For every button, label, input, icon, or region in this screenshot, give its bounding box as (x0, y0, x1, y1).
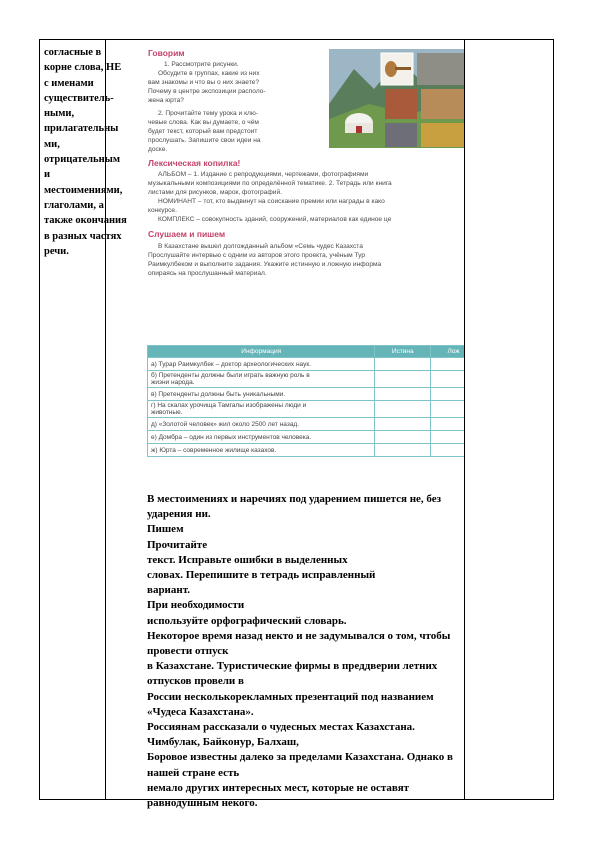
left-line: также окончания (44, 215, 127, 227)
left-line: ми, (44, 138, 60, 150)
speaking-line: доске. (148, 146, 168, 153)
table-row (148, 401, 465, 418)
speaking-line: 2. Прочитайте тему урока и клю- (158, 110, 259, 117)
left-line: с именами (44, 77, 94, 89)
table-row (148, 371, 465, 388)
table-cell: е) Домбра – один из первых инструментов человека. (148, 431, 375, 444)
speaking-heading: Говорим (148, 48, 185, 58)
text-line: в Казахстане. Туристические фирмы в преддверии летних (147, 660, 438, 673)
speaking-line: прослушать. Запишите свои идеи на (148, 137, 261, 144)
text-line: Прочитайте (147, 538, 208, 551)
text-line: В местоимениях и наречиях под ударением пишется не, без (147, 493, 442, 505)
table-cell: г) На скалах урочища Тамгалы изображены люди и животные. (148, 401, 375, 418)
table-row (148, 388, 465, 401)
left-line: согласные в (44, 47, 102, 58)
vocabulary-line: АЛЬБОМ – 1. Издание с репродукциями, чертежами, фотографиями (158, 171, 369, 178)
text-line: Россиянам рассказали о чудесных местах Казахстана. (147, 721, 415, 734)
true-false-table (147, 345, 464, 457)
speaking-line: жена юрта? (148, 97, 184, 104)
table-cell: б) Претенденты должны были играть важную роль в жизни народа. (148, 371, 375, 388)
left-line: существитель- (44, 92, 114, 104)
vocabulary-heading: Лексическая копилка! (148, 158, 241, 168)
text-line: провести отпуск (147, 645, 229, 658)
text-line: отпусков провели в (147, 675, 244, 688)
vocabulary-line: листами для рисунков, марок, фотографий. (148, 189, 282, 196)
text-line: Чимбулак, Байконур, Балхаш, (147, 736, 299, 749)
speaking-line: будет текст, который вам предстоит (148, 128, 258, 135)
text-line: При необходимости (147, 599, 245, 612)
listening-line: Прослушайте интервью с одним из авторов этого проекта, учёным Тур (148, 252, 366, 259)
table-header-info: Информация (148, 346, 375, 358)
table-header-false: Лож (431, 346, 464, 358)
vocabulary-line: НОМИНАНТ – тот, кто выдвинут на соискание премии или награды в како (158, 198, 385, 205)
speaking-line: вам знакомы и что вы о них знаете? (148, 79, 260, 86)
table-cell: а) Турар Раимкулбек – доктор археологических наук. (148, 358, 375, 371)
left-line: и (44, 169, 51, 181)
bottom-text (147, 492, 467, 811)
textbook-page-image (146, 46, 464, 499)
listening-heading: Слушаем и пишем (148, 229, 226, 239)
text-line: нашей стране есть (147, 766, 240, 779)
speaking-line: Обсудите в группах, какие из них (158, 70, 260, 77)
text-line: равнодушным некого. (147, 797, 258, 810)
text-line: словах. Перепишите в тетрадь исправленный (147, 569, 376, 582)
left-line: корне слова, НЕ (44, 62, 122, 74)
text-line: вариант. (147, 584, 191, 597)
vocabulary-line: музыкальными композициями по определённой тематике. 2. Тетрадь или книга (148, 180, 392, 187)
text-line: «Чудеса Казахстана». (147, 705, 254, 718)
left-line: речи. (44, 245, 69, 257)
table-cell: ж) Юрта – современное жилище казахов. (148, 444, 375, 457)
text-line: Пишем (147, 523, 184, 536)
text-line: Некоторое время назад некто и не задумывался о том, чтобы (147, 629, 451, 642)
listening-line: опираясь на прослушанный материал. (148, 270, 267, 277)
table-cell: в) Претенденты должны быть уникальными. (148, 388, 375, 401)
table-row (148, 444, 465, 457)
left-column-text (44, 45, 139, 259)
text-line: России несколькорекламных презентаций под названием (147, 690, 434, 703)
left-line: местоимениями, (44, 184, 123, 196)
left-line: глаголами, а (44, 199, 104, 211)
table-header-true: Истина (375, 346, 431, 358)
left-line: прилагательны (44, 123, 119, 135)
left-line: в разных частях (44, 230, 122, 242)
listening-line: В Казахстане вышел долгожданный альбом «Семь чудес Казахста (158, 243, 363, 250)
text-line: используйте орфографический словарь. (147, 614, 347, 627)
speaking-line: чевые слова. Как вы думаете, о чём (148, 119, 259, 126)
table-row (148, 418, 465, 431)
vocabulary-line: конкурсе. (148, 207, 177, 214)
speaking-line: 1. Рассмотрите рисунки. (164, 61, 239, 68)
photo-collage (329, 49, 464, 148)
text-line: ударения ни. (147, 508, 211, 521)
table-cell: д) «Золотой человек» жил около 2500 лет назад. (148, 418, 375, 431)
left-line: отрицательным (44, 154, 120, 166)
text-line: немало других интересных мест, которые не оставят (147, 781, 410, 794)
table-row (148, 358, 465, 371)
text-line: текст. Исправьте ошибки в выделенных (147, 553, 348, 566)
speaking-line: Почему в центре экспозиции располо- (148, 88, 266, 95)
left-line: ными, (44, 108, 75, 120)
table-row (148, 431, 465, 444)
text-line: Боровое известны далеко за пределами Казахстана. Однако в (147, 751, 453, 764)
listening-line: Раимкулбеком и выполните задания. Укажите истинную и ложную информа (148, 261, 382, 268)
vocabulary-line: КОМПЛЕКС – совокупность зданий, сооружений, материалов как единое це (158, 216, 392, 223)
